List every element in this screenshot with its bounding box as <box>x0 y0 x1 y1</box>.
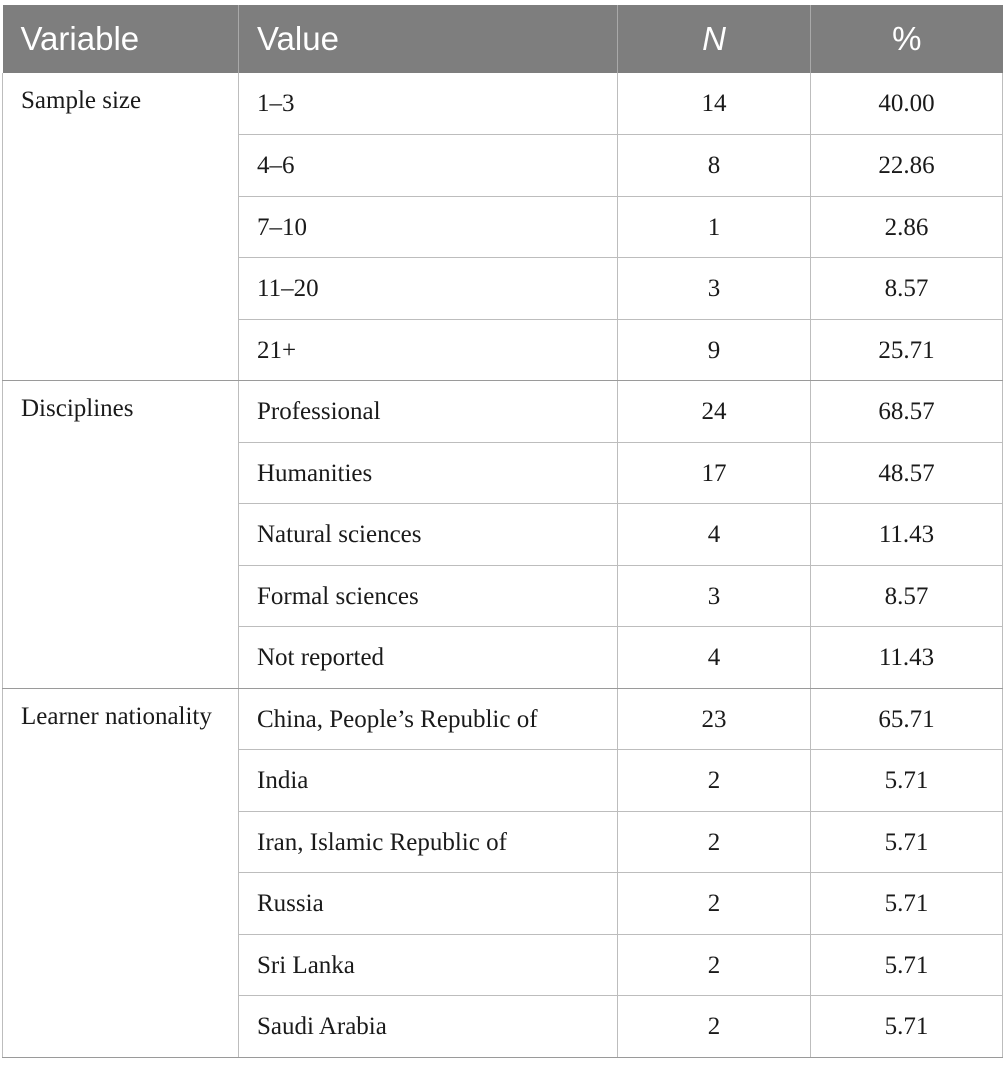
n-cell: 2 <box>618 811 811 873</box>
variable-cell: Learner nationality <box>3 688 239 1057</box>
value-cell: Professional <box>239 381 618 443</box>
percent-cell: 25.71 <box>811 319 1003 381</box>
percent-cell: 65.71 <box>811 688 1003 750</box>
percent-cell: 5.71 <box>811 996 1003 1058</box>
percent-cell: 68.57 <box>811 381 1003 443</box>
percent-cell: 11.43 <box>811 627 1003 689</box>
percent-cell: 11.43 <box>811 504 1003 566</box>
percent-cell: 22.86 <box>811 135 1003 197</box>
n-cell: 8 <box>618 135 811 197</box>
percent-cell: 5.71 <box>811 934 1003 996</box>
n-cell: 2 <box>618 934 811 996</box>
n-cell: 17 <box>618 442 811 504</box>
header-variable: Variable <box>20 20 140 57</box>
n-cell: 23 <box>618 688 811 750</box>
header-n: N <box>618 5 811 73</box>
percent-cell: 8.57 <box>811 258 1003 320</box>
value-cell: Humanities <box>239 442 618 504</box>
table-row <box>3 688 1003 750</box>
variable-cell: Disciplines <box>3 381 239 689</box>
percent-cell: 8.57 <box>811 565 1003 627</box>
n-cell: 24 <box>618 381 811 443</box>
value-cell: Formal sciences <box>239 565 618 627</box>
value-cell: Not reported <box>239 627 618 689</box>
table-row <box>3 73 1003 135</box>
percent-cell: 5.71 <box>811 811 1003 873</box>
value-cell: 21+ <box>239 319 618 381</box>
value-cell: China, People’s Republic of <box>239 688 618 750</box>
n-cell: 4 <box>618 627 811 689</box>
header-value: Value <box>239 5 618 73</box>
header-row <box>3 5 1003 73</box>
percent-cell: 5.71 <box>811 873 1003 935</box>
percent-cell: 2.86 <box>811 196 1003 258</box>
table-row <box>3 381 1003 443</box>
value-cell: Sri Lanka <box>239 934 618 996</box>
n-cell: 2 <box>618 873 811 935</box>
percent-cell: 40.00 <box>811 73 1003 135</box>
n-cell: 3 <box>618 258 811 320</box>
n-cell: 1 <box>618 196 811 258</box>
value-cell: India <box>239 750 618 812</box>
percent-cell: 5.71 <box>811 750 1003 812</box>
variable-cell: Sample size <box>3 73 239 381</box>
n-cell: 3 <box>618 565 811 627</box>
n-cell: 2 <box>618 996 811 1058</box>
n-cell: 14 <box>618 73 811 135</box>
n-cell: 2 <box>618 750 811 812</box>
data-table <box>2 5 1003 1058</box>
header-percent: % <box>811 5 1003 73</box>
value-cell: Iran, Islamic Republic of <box>239 811 618 873</box>
n-cell: 4 <box>618 504 811 566</box>
value-cell: Natural sciences <box>239 504 618 566</box>
value-cell: 11–20 <box>239 258 618 320</box>
value-cell: 4–6 <box>239 135 618 197</box>
n-cell: 9 <box>618 319 811 381</box>
percent-cell: 48.57 <box>811 442 1003 504</box>
value-cell: 7–10 <box>239 196 618 258</box>
value-cell: Saudi Arabia <box>239 996 618 1058</box>
value-cell: 1–3 <box>239 73 618 135</box>
table-header <box>3 5 1003 73</box>
table-body <box>3 73 1003 1057</box>
value-cell: Russia <box>239 873 618 935</box>
